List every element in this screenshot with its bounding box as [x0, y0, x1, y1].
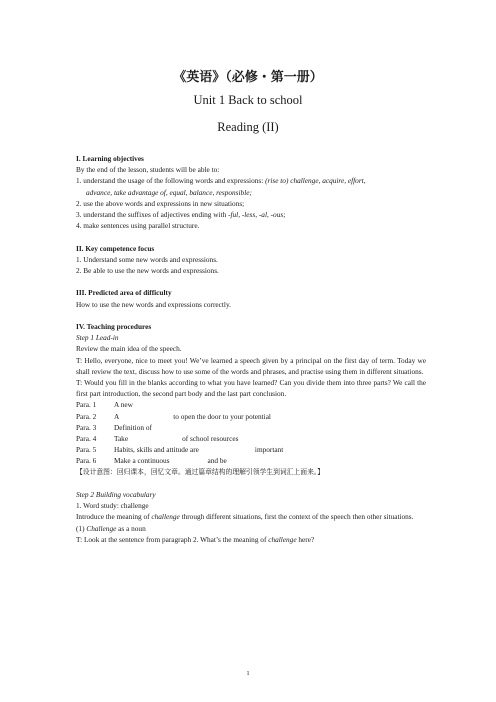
- sub-heading-noun: (1) Challenge as a noun: [76, 523, 146, 533]
- paragraph-number: Para. 1: [76, 400, 97, 410]
- design-note: 【设计意图：回归课本，回忆文章。通过篇章结构的理解引领学生到词汇上面来。】: [76, 467, 325, 476]
- paragraph-text-b: to open the door to your potential: [173, 411, 271, 421]
- step1-title: Step 1 Lead-in: [76, 333, 119, 343]
- teacher-line-3: T: Look at the sentence from paragraph 2. What’s the meaning of challenge here?: [76, 534, 315, 544]
- objective-item-1: 1. understand the usage of the following words and expressions: (rise to) challenge, acquire, effort,: [76, 176, 366, 186]
- difficulty-text: How to use the new words and expressions correctly.: [76, 299, 231, 309]
- objective-item-2: 2. use the above words and expressions in new situations;: [76, 198, 245, 208]
- section-heading-competence: II. Key competence focus: [76, 243, 155, 253]
- step2-title: Step 2 Building vocabulary: [76, 490, 156, 500]
- paragraph-text-a: Make a continuous: [114, 456, 170, 466]
- unit-title: Unit 1 Back to school: [193, 93, 303, 107]
- paragraph-outline-row: [76, 455, 426, 466]
- fill-blank: [170, 455, 208, 466]
- section-heading-procedures: IV. Teaching procedures: [76, 322, 152, 331]
- paragraph-text-b: important: [254, 445, 284, 455]
- paragraph-text-b: of school resources: [182, 434, 239, 444]
- paragraph-number: Para. 6: [76, 456, 97, 466]
- paragraph-text-a: Definition of: [114, 422, 152, 432]
- objective-item-3: 3. understand the suffixes of adjectives ending with -ful, -less, -al, -ous;: [76, 210, 286, 220]
- paragraph-text-b: and be: [207, 456, 227, 466]
- paragraph-number: Para. 3: [76, 422, 97, 432]
- section-heading-objectives: I. Learning objectives: [76, 154, 144, 163]
- fill-blank: [128, 433, 182, 444]
- paragraph-outline-row: [76, 422, 426, 433]
- intro-text: Introduce the meaning of challenge through different situations, first the context of the speech then other situations.: [76, 512, 414, 522]
- competence-item-2: 2. Be able to use the new words and expressions.: [76, 266, 219, 276]
- paragraph-number: Para. 4: [76, 434, 97, 444]
- paragraph-text-a: A new: [114, 400, 133, 410]
- objectives-intro: By the end of the lesson, students will be able to:: [76, 165, 220, 175]
- step1-text: Review the main idea of the speech.: [76, 344, 182, 354]
- teacher-line-2: T: Would you fill in the blanks according to what you have learned? Can you divide them into three parts? We call the first part introduction, the second part body and the last part conclusion.: [76, 378, 426, 399]
- objective-item-4: 4. make sentences using parallel structure.: [76, 221, 200, 231]
- book-title: 《英语》（必修・第一册）: [173, 70, 323, 85]
- teacher-line-1: T: Hello, everyone, nice to meet you! We’ve learned a speech given by a principal on the first day of term. Today we shall review the text, discuss how to use some of the words and phrases, and practise using them in different situations.: [76, 355, 426, 376]
- paragraph-number: Para. 5: [76, 445, 97, 455]
- paragraph-text-a: Habits, skills and attitude are: [114, 445, 199, 455]
- lesson-content: [76, 153, 426, 545]
- fill-blank: [119, 411, 173, 422]
- paragraph-outline: [76, 399, 426, 466]
- competence-item-1: 1. Understand some new words and expressions.: [76, 254, 218, 264]
- paragraph-outline-row: [76, 411, 426, 422]
- fill-blank: [199, 444, 255, 455]
- page-number: 1: [246, 670, 250, 677]
- paragraph-text-a: A: [114, 411, 120, 421]
- objective-item-1-cont: advance, take advantage of, equal, balance, responsible;: [86, 187, 252, 197]
- lesson-title: Reading (II): [217, 120, 279, 134]
- section-heading-difficulty: III. Predicted area of difficulty: [76, 288, 172, 298]
- paragraph-text-a: Take: [114, 434, 129, 444]
- paragraph-outline-row: [76, 433, 426, 444]
- paragraph-outline-row: [76, 399, 426, 410]
- paragraph-number: Para. 2: [76, 411, 97, 421]
- word-study-heading: 1. Word study: challenge: [76, 501, 149, 511]
- paragraph-outline-row: [76, 444, 426, 455]
